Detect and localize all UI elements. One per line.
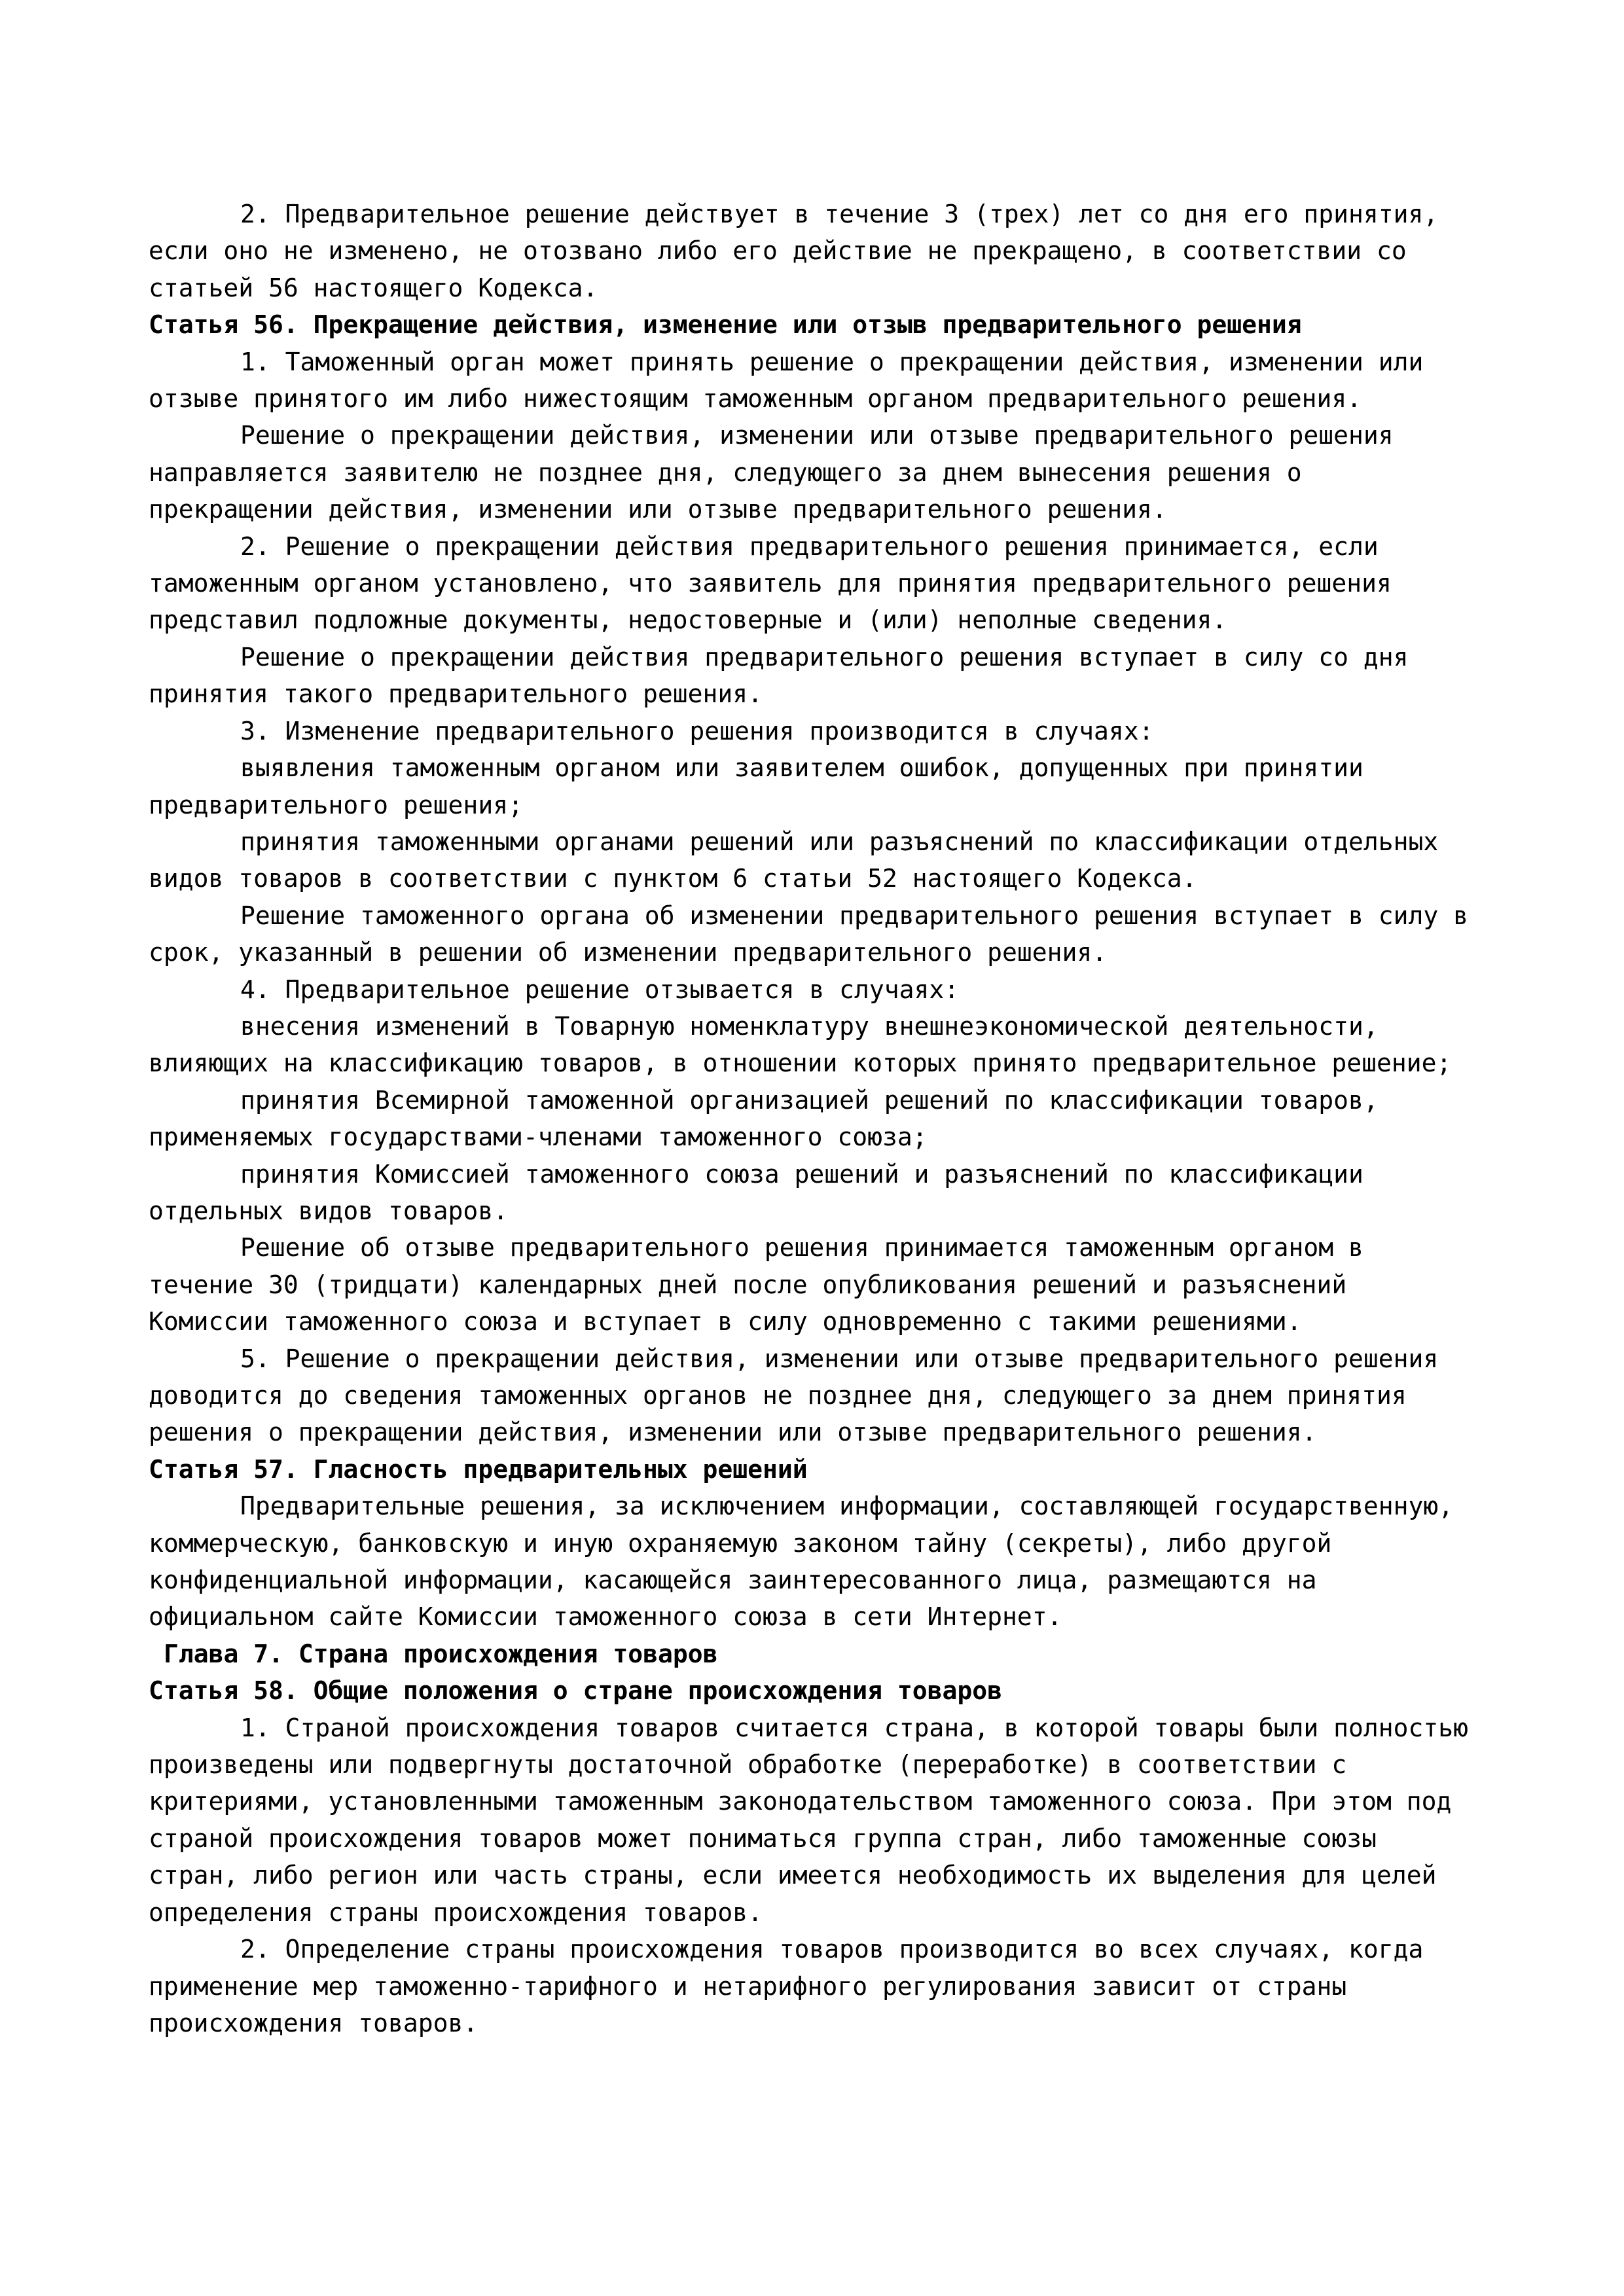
text-line: страной происхождения товаров может пониматься группа стран, либо таможенные союзы [149,1823,1377,1853]
text-line: 1. Страной происхождения товаров считается страна, в которой товары были полностью [240,1713,1468,1742]
text-line: Решение таможенного органа об изменении предварительного решения вступает в силу в [240,901,1468,930]
text-line: происхождения товаров. [149,2008,478,2037]
text-line: отдельных видов товаров. [149,1196,509,1225]
text-line: коммерческую, банковскую и иную охраняемую законом тайну (секреты), либо другой [149,1528,1332,1558]
text-line: внесения изменений в Товарную номенклатуру внешнеэкономической деятельности, [240,1011,1379,1041]
text-line: 5. Решение о прекращении действия, изменении или отзыве предварительного решения [240,1344,1439,1373]
text-line: конфиденциальной информации, касающейся заинтересованного лица, размещаются на [149,1566,1317,1595]
text-line: произведены или подвергнуты достаточной обработке (переработке) в соответствии с [149,1750,1347,1780]
text-line: Комиссии таможенного союза и вступает в силу одновременно с такими решениями. [149,1307,1302,1336]
text-line: 1. Таможенный орган может принять решение о прекращении действия, изменении или [240,347,1424,376]
text-line: срок, указанный в решении об изменении предварительного решения. [149,938,1108,967]
text-line: направляется заявителю не позднее дня, следующего за днем вынесения решения о [149,457,1302,487]
text-line: 2. Определение страны происхождения товаров производится во всех случаях, когда [240,1935,1424,1964]
text-line: выявления таможенным органом или заявителем ошибок, допущенных при принятии [240,753,1363,783]
text-line: Глава 7. Страна происхождения товаров [164,1639,718,1668]
text-line: принятия такого предварительного решения. [149,679,763,709]
text-line: если оно не изменено, не отозвано либо его действие не прекращено, в соответствии со [149,236,1407,266]
text-line: Статья 57. Гласность предварительных решений [149,1454,808,1484]
text-line: официальном сайте Комиссии таможенного союза в сети Интернет. [149,1602,1062,1632]
text-line: Решение о прекращении действия, изменении или отзыве предварительного решения [240,421,1394,450]
text-line: отзыве принятого им либо нижестоящим таможенным органом предварительного решения. [149,384,1362,414]
text-line: определения страны происхождения товаров. [149,1897,763,1927]
text-line: принятия Всемирной таможенной организацией решений по классификации товаров, [240,1085,1379,1115]
text-line: Статья 56. Прекращение действия, изменение или отзыв предварительного решения [149,310,1302,340]
text-line: принятия Комиссией таможенного союза решений и разъяснений по классификации [240,1159,1363,1189]
text-line: Решение о прекращении действия предварительного решения вступает в силу со дня [240,642,1409,672]
text-line: критериями, установленными таможенным законодательством таможенного союза. При этом под [149,1787,1452,1816]
text-line: таможенным органом установлено, что заявитель для принятия предварительного решения [149,569,1392,598]
text-line: доводится до сведения таможенных органов не позднее дня, следующего за днем принятия [149,1381,1407,1410]
text-line: 3. Изменение предварительного решения производится в случаях: [240,716,1154,745]
text-line: статьей 56 настоящего Кодекса. [149,273,598,302]
text-line: Статья 58. Общие положения о стране происхождения товаров [149,1676,1003,1706]
text-line: влияющих на классификацию товаров, в отношении которых принято предварительное решение; [149,1049,1452,1078]
text-line: прекращении действия, изменении или отзыве предварительного решения. [149,495,1167,524]
text-line: предварительного решения; [149,790,523,819]
text-line: применение мер таможенно-тарифного и нетарифного регулирования зависит от страны [149,1971,1347,2001]
text-line: Решение об отзыве предварительного решения принимается таможенным органом в [240,1233,1363,1263]
text-line: 2. Предварительное решение действует в течение 3 (трех) лет со дня его принятия, [240,200,1439,228]
text-line: применяемых государствами-членами таможенного союза; [149,1122,928,1152]
document-text [149,196,1624,2041]
text-line: 4. Предварительное решение отзывается в случаях: [240,975,960,1004]
text-line: Предварительные решения, за исключением информации, составляющей государственную, [240,1492,1454,1521]
text-line: стран, либо регион или часть страны, если имеется необходимость их выделения для целей [149,1861,1437,1890]
text-line: 2. Решение о прекращении действия предварительного решения принимается, если [240,531,1379,561]
text-line: течение 30 (тридцати) календарных дней после опубликования решений и разъяснений [149,1270,1347,1299]
text-line: представил подложные документы, недостоверные и (или) неполные сведения. [149,605,1227,635]
text-line: решения о прекращении действия, изменении или отзыве предварительного решения. [149,1418,1317,1447]
text-line: видов товаров в соответствии с пунктом 6 статьи 52 настоящего Кодекса. [149,864,1197,893]
text-line: принятия таможенными органами решений или разъяснений по классификации отдельных [240,827,1439,856]
